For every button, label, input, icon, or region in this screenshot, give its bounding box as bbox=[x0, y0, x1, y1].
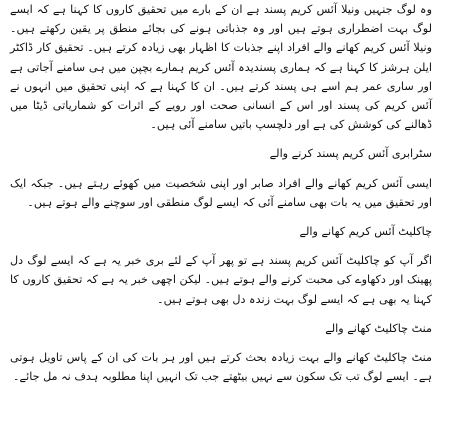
section-heading-strawberry: سٹرابری آئس کریم پسند کرنے والے bbox=[269, 147, 432, 161]
section-heading-chocolate: چاکلیٹ آئس کریم کھانے والے bbox=[299, 225, 432, 239]
section-body-chocolate: اگر آپ کو چاکلیٹ آئس کریم پسند ہے تو پھر آپ کے لئے بری خبر یہ ہے کہ ایسے لوگ دل پھینک اور دکھاوے کی محبت کرنے والے ہوتے ہیں۔ لیکن اچھی خبر یہ ہے کہ تحقیق کاروں کا کہنا یہ بھی ہے کہ ایسے لوگ بہت زندہ دل بھی ہوتے ہیں۔ bbox=[10, 254, 432, 306]
intro-paragraph: وہ لوگ جنہیں ونیلا آئس کریم پسند ہے ان کے بارے میں تحقیق کاروں کا کہنا ہے کہ ایسے لوگ بہت اضطراری ہوتے ہیں اور وہ جذباتی ہونے کی بجائے منطق پر یقین رکھتے ہیں۔ ونیلا آئس کریم کھانے والے افراد اپنے جذبات کا اظہار بھی زیادہ کرتے ہیں۔ تحقیق کار ڈاکٹر ایلن ہرشز کا کہنا ہے کہ ہماری پسندیدہ آئس کریم ہمارے بچپن میں ہی سامنے آجاتی ہے اور ساری عمر ہم اسے ہی پسند کرتے ہیں۔ ان کا کہنا ہے کہ اپنی تحقیق میں انہوں نے آئس کریم کی پسند اور اس کے انسانی صحت اور رویے کے اثرات کو شماریاتی ڈیٹا میں ڈھالنے کی کوشش کی ہے اور دلچسپ باتیں سامنے آئی ہیں۔ bbox=[10, 3, 432, 132]
section-heading-mint-chocolate: منٹ چاکلیٹ کھانے والے bbox=[325, 321, 432, 335]
section-body-mint-chocolate: منٹ چاکلیٹ کھانے والے بہت زیادہ بحث کرتے ہیں اور ہر بات کی ان کے پاس تاویل ہوتی ہے۔ ایسے لوگ تب تک سکون سے نہیں بیٹھتے جب تک انہیں اپنا مطلوبہ ہدف نہ مل جائے۔ bbox=[10, 351, 432, 384]
section-body-strawberry: ایسی آئس کریم کھانے والے افراد صابر اور اپنی شخصیت میں کھوئے رہتے ہیں۔ جبکہ ایک اور تحقیق میں یہ بات بھی سامنے آئی کہ ایسے لوگ منطقی اور سوچنے والے ہوتے ہیں۔ bbox=[10, 176, 432, 209]
